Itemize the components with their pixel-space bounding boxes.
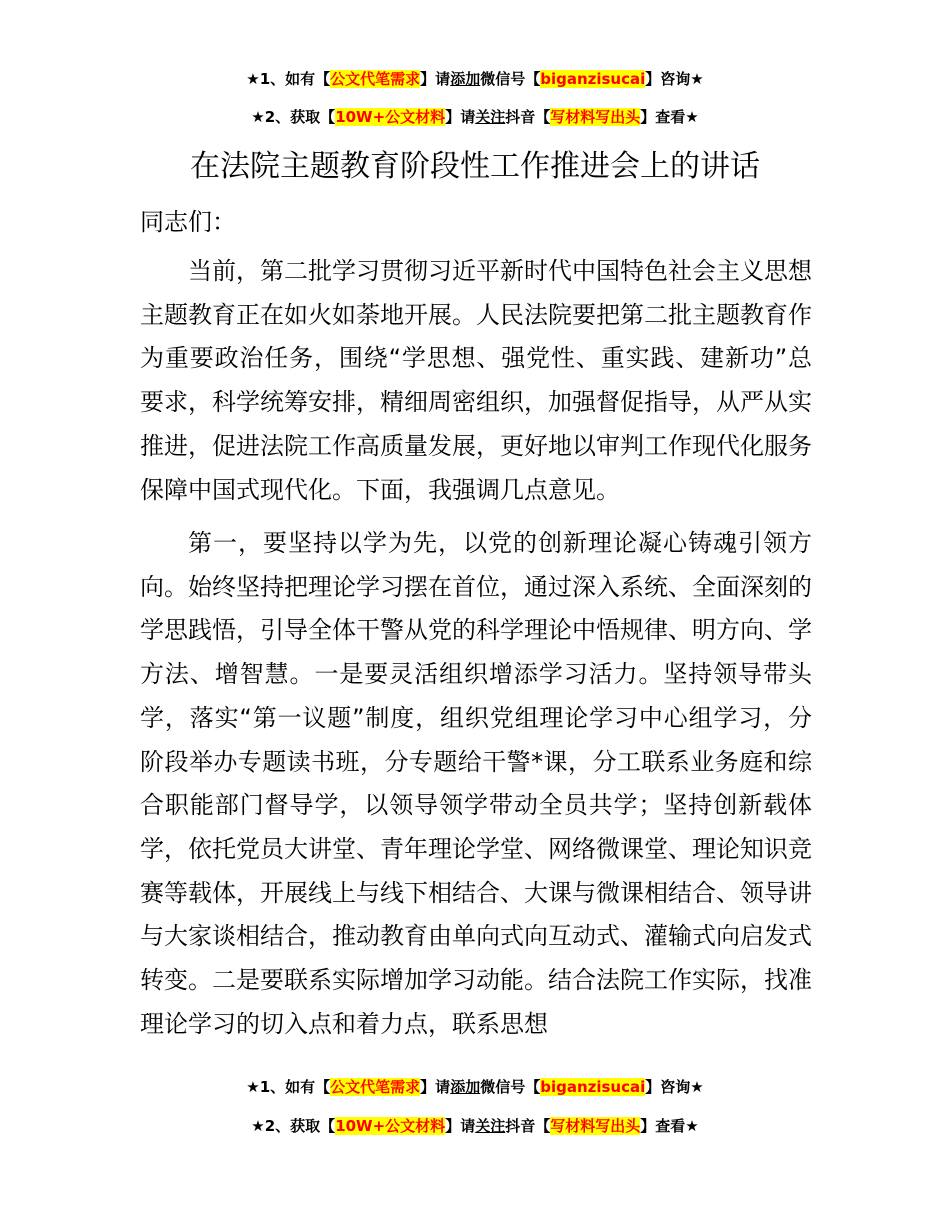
wechat-id-highlight: biganzisucai: [540, 1078, 646, 1096]
promo-text: 】请: [445, 1117, 476, 1135]
promo-text: 】查看★: [640, 1117, 699, 1135]
promo-text: 】请: [420, 70, 451, 88]
promo-underlined: 关注: [475, 108, 506, 126]
promo-text: 抖音【: [505, 1117, 551, 1135]
document-title: 在法院主题教育阶段性工作推进会上的讲话: [190, 149, 760, 184]
header-promo-line-2: [0, 106, 950, 128]
promo-text: 】查看★: [640, 108, 699, 126]
promo-text: 】请: [420, 1078, 451, 1096]
douyin-id-highlight: 写材料写出头: [550, 1117, 641, 1135]
salutation: 同志们：: [140, 208, 236, 236]
star-icon: ★: [246, 1078, 260, 1096]
promo-highlight: 10W+公文材料: [335, 1117, 446, 1135]
promo-text: 1、如有【: [259, 1078, 331, 1096]
promo-text: 抖音【: [505, 108, 551, 126]
wechat-id-highlight: biganzisucai: [540, 70, 646, 88]
promo-underlined: 添加: [450, 70, 481, 88]
header-promo-line-1: [0, 68, 950, 90]
promo-highlight: 10W+公文材料: [335, 108, 446, 126]
body-paragraph-1: 当前，第二批学习贯彻习近平新时代中国特色社会主义思想主题教育正在如火如荼地开展。人民法院要把第二批主题教育作为重要政治任务，围绕“学思想、强党性、重实践、建新功”总要求，科学统筹安排，精细周密组织，加强督促指导，从严从实推进，促进法院工作高质量发展，更好地以审判工作现代化服务保障中国式现代化。下面，我强调几点意见。: [140, 257, 812, 504]
body-paragraph-2: 第一，要坚持以学为先，以党的创新理论凝心铸魂引领方向。始终坚持把理论学习摆在首位，通过深入系统、全面深刻的学思践悟，引导全体干警从党的科学理论中悟规律、明方向、学方法、增智慧。一是要灵活组织增添学习活力。坚持领导带头学，落实“第一议题”制度，组织党组理论学习中心组学习，分阶段举办专题读书班，分专题给干警*课，分工联系业务庭和综合职能部门督导学，以领导领学带动全员共学；坚持创新载体学，依托党员大讲堂、青年理论学堂、网络微课堂、理论知识竞赛等载体，开展线上与线下相结合、大课与微课相结合、领导讲与大家谈相结合，推动教育由单向式向互动式、灌输式向启发式转变。二是要联系实际增加学习动能。结合法院工作实际，找准理论学习的切入点和着力点，联系思想: [140, 529, 812, 1038]
star-icon: ★: [246, 70, 260, 88]
footer-promo-line-2: [0, 1115, 950, 1137]
promo-text: 】咨询★: [645, 1078, 704, 1096]
promo-text: 微信号【: [480, 1078, 541, 1096]
promo-highlight: 公文代笔需求: [330, 70, 421, 88]
promo-text: 微信号【: [480, 70, 541, 88]
promo-text: ★2、获取【: [251, 108, 336, 126]
promo-text: 】请: [445, 108, 476, 126]
promo-highlight: 公文代笔需求: [330, 1078, 421, 1096]
promo-underlined: 添加: [450, 1078, 481, 1096]
promo-text: ★2、获取【: [251, 1117, 336, 1135]
promo-underlined: 关注: [475, 1117, 506, 1135]
promo-text: 1、如有【: [259, 70, 331, 88]
douyin-id-highlight: 写材料写出头: [550, 108, 641, 126]
footer-promo-line-1: [0, 1076, 950, 1098]
promo-text: 】咨询★: [645, 70, 704, 88]
